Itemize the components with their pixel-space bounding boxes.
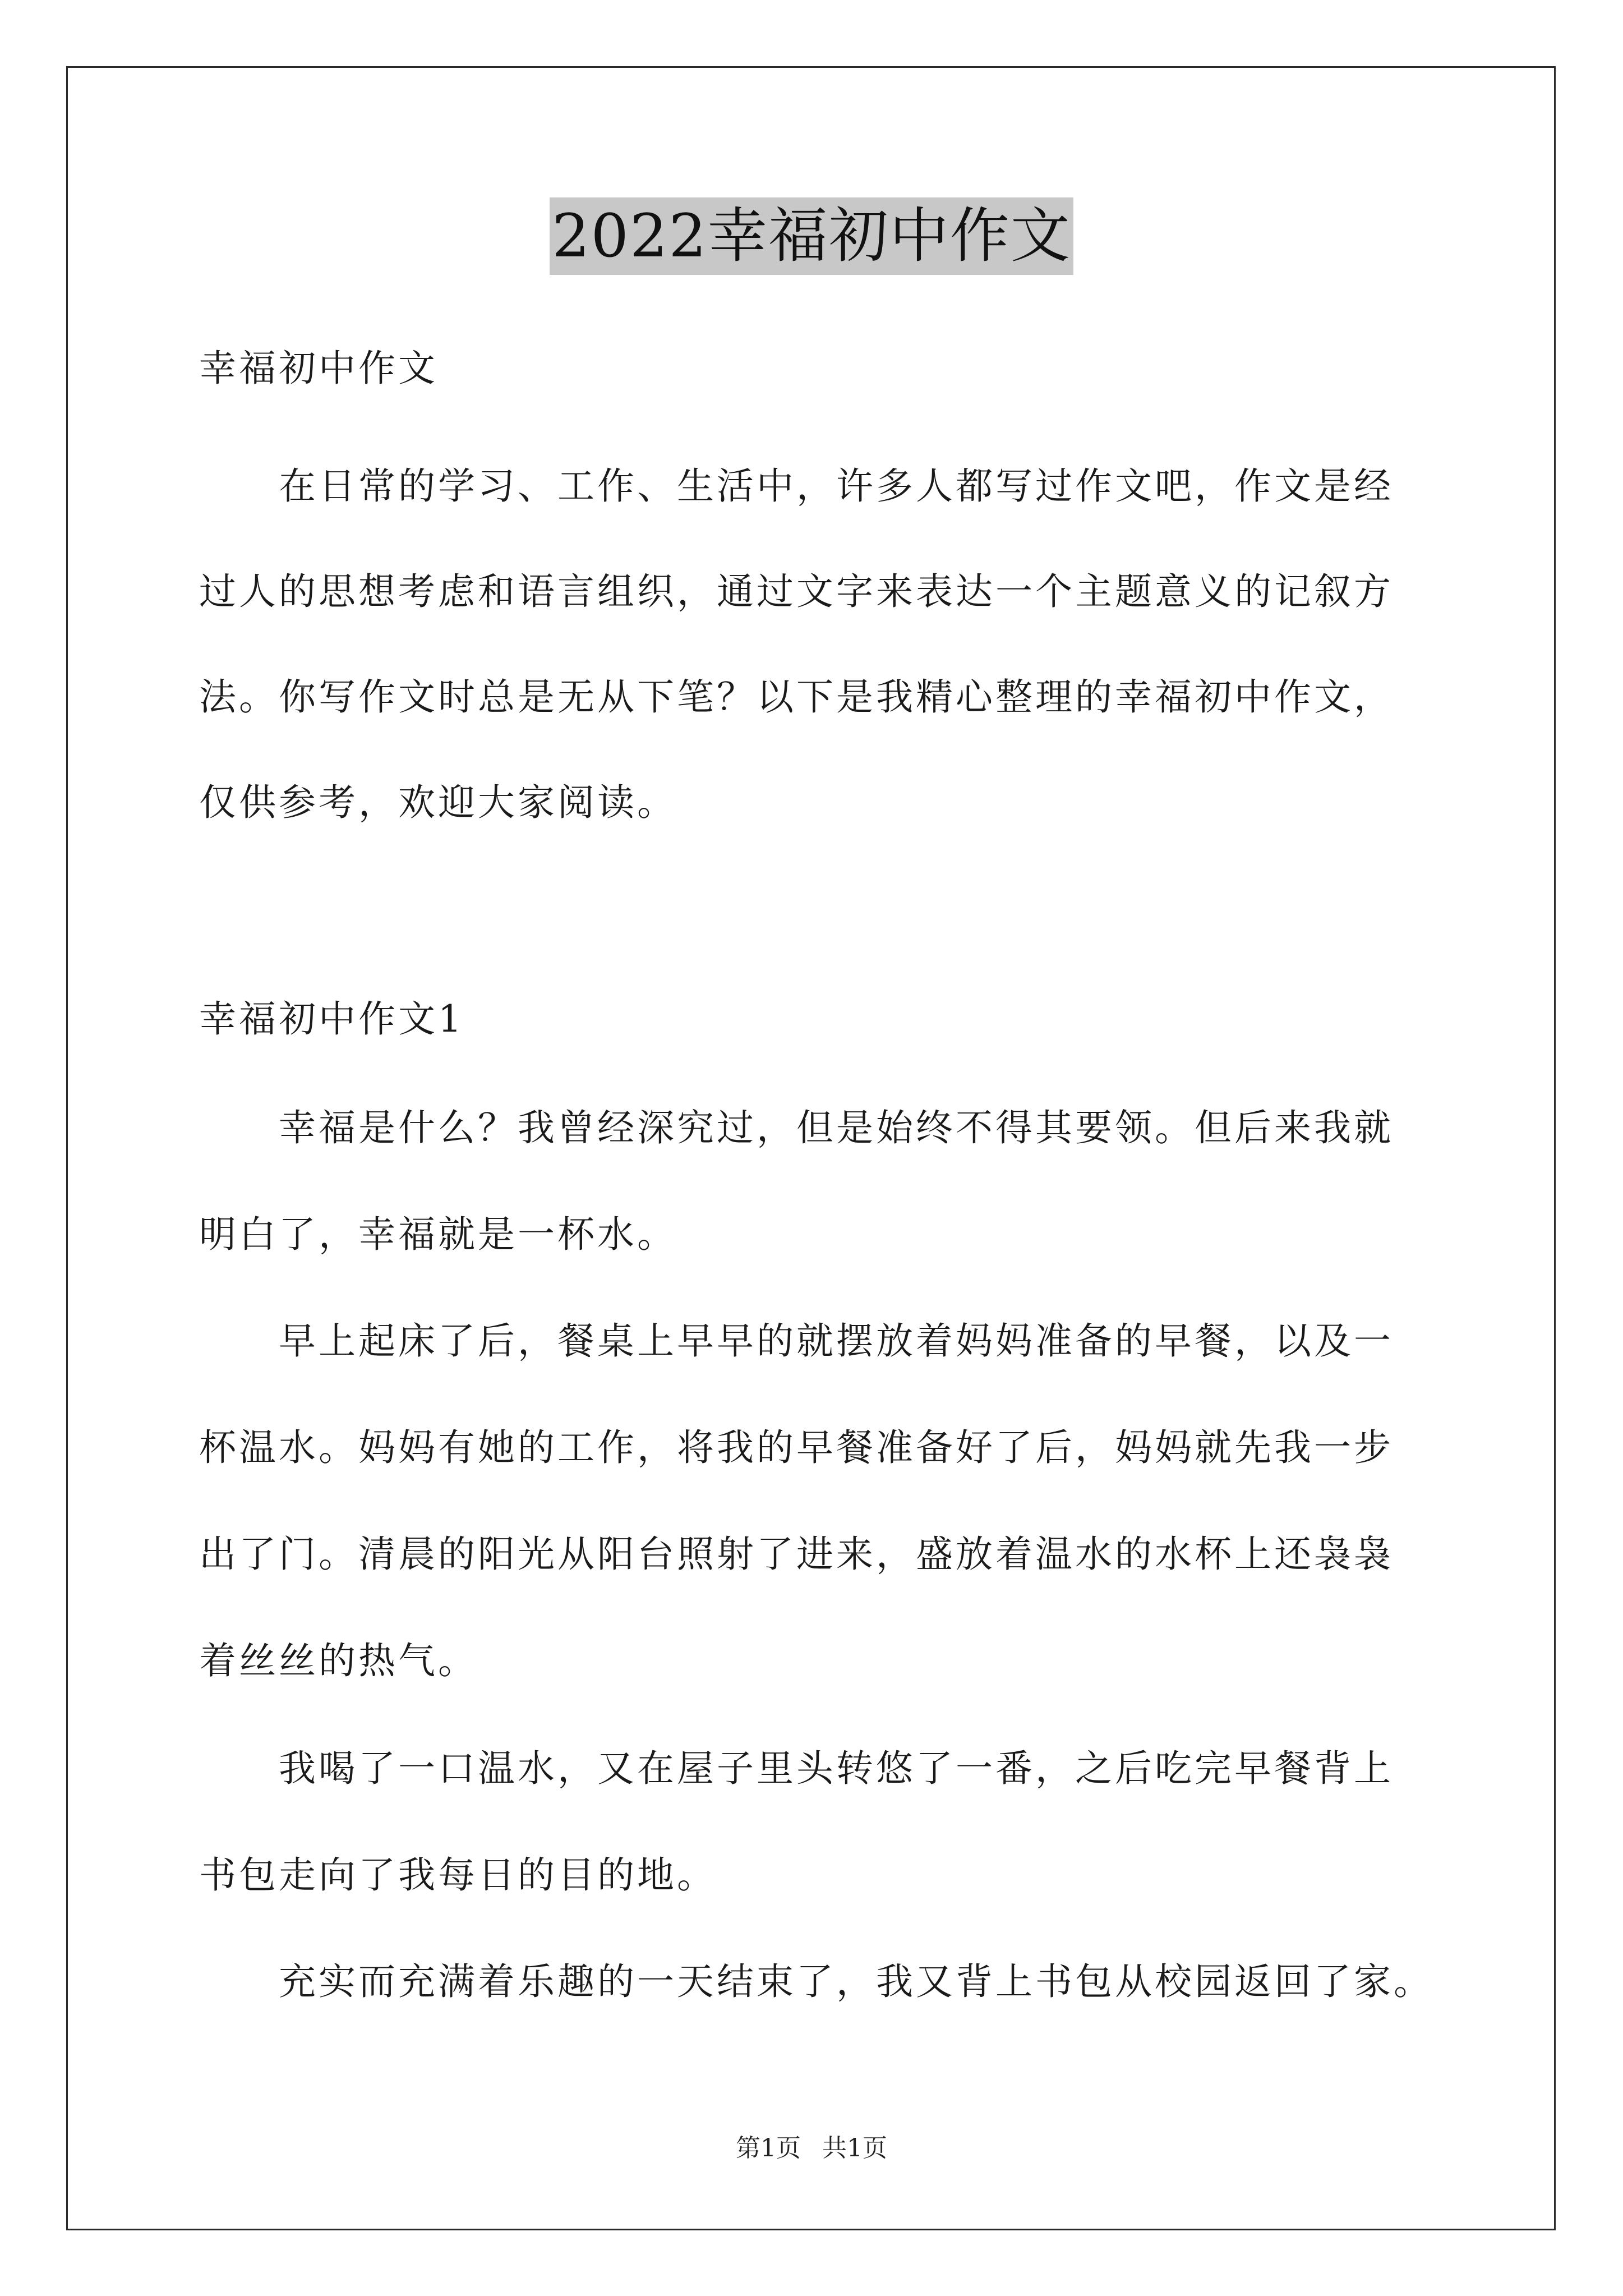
paragraph-line: 杯温水。妈妈有她的工作，将我的早餐准备好了后，妈妈就先我一步 [199,1426,1394,1469]
page-footer [0,2132,1623,2165]
section-heading-intro: 幸福初中作文 [199,347,438,390]
paragraph-line: 早上起床了后，餐桌上早早的就摆放着妈妈准备的早餐，以及一 [199,1319,1394,1363]
page-total: 共1页 [822,2134,887,2162]
paragraph-line: 书包走向了我每日的目的地。 [199,1853,717,1897]
paragraph-line: 在日常的学习、工作、生活中，许多人都写过作文吧，作文是经 [199,464,1394,508]
paragraph-line: 明白了，幸福就是一杯水。 [199,1213,677,1256]
paragraph-line: 幸福是什么？我曾经深究过，但是始终不得其要领。但后来我就 [199,1106,1394,1149]
paragraph-line: 充实而充满着乐趣的一天结束了，我又背上书包从校园返回了家。 [199,1960,1433,2003]
section-heading-1: 幸福初中作文1 [199,997,464,1041]
paragraph-line: 着丝丝的热气。 [199,1639,478,1682]
title-container [0,197,1623,275]
paragraph-line: 我喝了一口温水，又在屋子里头转悠了一番，之后吃完早餐背上 [199,1747,1394,1790]
paragraph-line: 出了门。清晨的阳光从阳台照射了进来，盛放着温水的水杯上还袅袅 [199,1533,1394,1576]
page-number: 第1页 [736,2134,801,2162]
paragraph-line: 仅供参考，欢迎大家阅读。 [199,781,677,824]
paragraph-line: 过人的思想考虑和语言组织，通过文字来表达一个主题意义的记叙方 [199,570,1394,613]
paragraph-line: 法。你写作文时总是无从下笔？以下是我精心整理的幸福初中作文， [199,675,1394,719]
document-title: 2022幸福初中作文 [550,197,1073,275]
